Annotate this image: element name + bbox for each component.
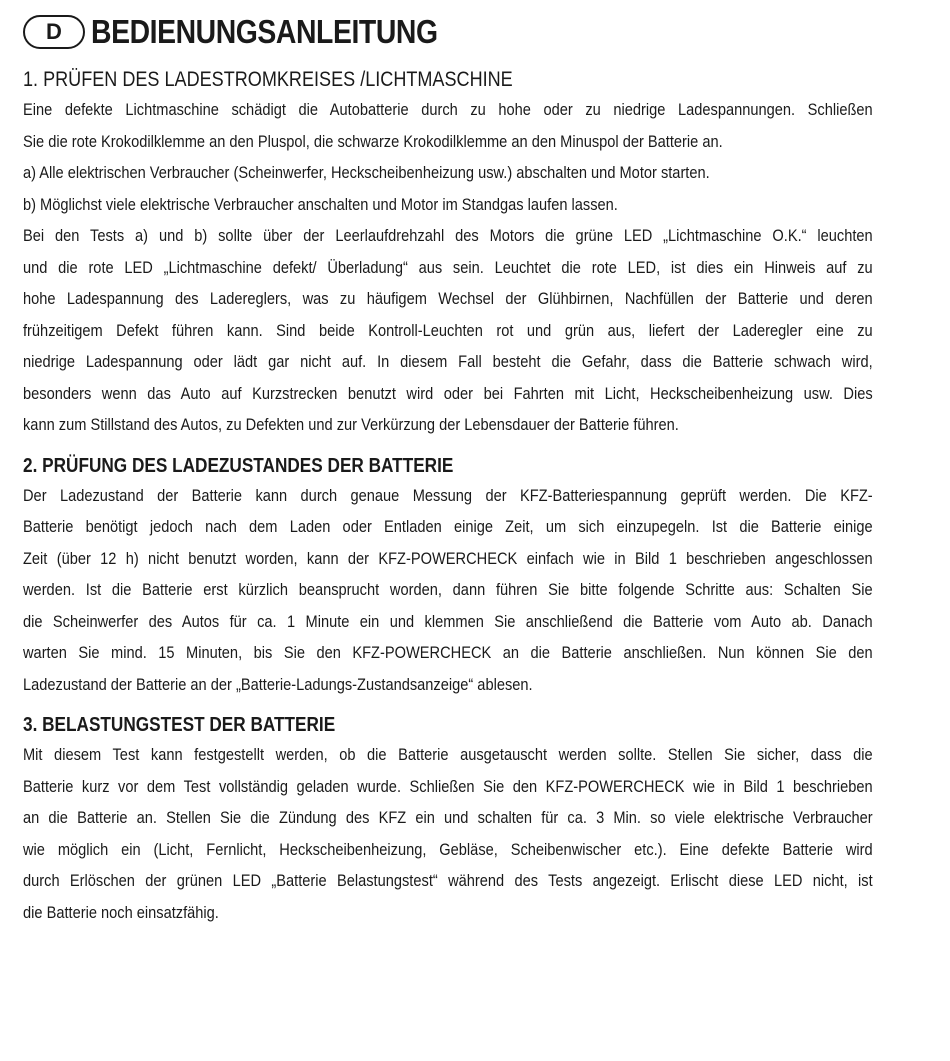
paragraph-line: warten Sie mind. 15 Minuten, bis Sie den KFZ-POWERCHECK an die Batterie anschließen. Nun können Sie den xyxy=(23,643,873,662)
section-heading: 2. PRÜFUNG DES LADEZUSTANDES DER BATTERIE xyxy=(23,454,454,477)
section-heading: 1. PRÜFEN DES LADESTROMKREISES /LICHTMASCHINE xyxy=(23,68,513,91)
paragraph-line: Zeit (über 12 h) nicht benutzt worden, kann der KFZ-POWERCHECK einfach wie in Bild 1 beschrieben angeschlossen xyxy=(23,548,873,568)
manual-page xyxy=(23,6,873,928)
paragraph-line: b) Möglichst viele elektrische Verbraucher anschalten und Motor im Standgas laufen lassen. xyxy=(23,194,618,214)
page-title: BEDIENUNGSANLEITUNG xyxy=(91,13,438,50)
paragraph-line: Ladezustand der Batterie an der „Batterie-Ladungs-Zustandsanzeige“ ablesen. xyxy=(23,674,533,694)
paragraph-line: die Scheinwerfer des Autos für ca. 1 Minute ein und klemmen Sie anschließend die Batterie vom Auto ab. Danach xyxy=(23,611,873,631)
paragraph-line: a) Alle elektrischen Verbraucher (Scheinwerfer, Heckscheibenheizung usw.) abschalten und Motor starten. xyxy=(23,163,710,182)
paragraph-line: Eine defekte Lichtmaschine schädigt die Autobatterie durch zu hohe oder zu niedrige Ladespannungen. Schließen xyxy=(23,100,873,119)
paragraph-line: Bei den Tests a) und b) sollte über der Leerlaufdrehzahl des Motors die grüne LED „Lichtmaschine O.K.“ leuchten xyxy=(23,226,873,245)
paragraph-line: Batterie benötigt jedoch nach dem Laden oder Entladen einige Zeit, um sich einzupegeln. Ist die Batterie einige xyxy=(23,517,873,536)
paragraph-line: wie möglich ein (Licht, Fernlicht, Heckscheibenheizung, Gebläse, Scheibenwischer etc.). Eine defekte Batterie wird xyxy=(23,839,873,859)
paragraph-line: Sie die rote Krokodilklemme an den Pluspol, die schwarze Krokodilklemme an den Minuspol der Batterie an. xyxy=(23,131,723,151)
paragraph-line: und die rote LED „Lichtmaschine defekt/ Überladung“ aus sein. Leuchtet die rote LED, ist dies ein Hinweis auf zu xyxy=(23,257,873,277)
paragraph-line: niedrige Ladespannung oder lädt gar nicht auf. In diesem Fall besteht die Gefahr, dass die Batterie schwach wird, xyxy=(23,352,873,371)
paragraph-line: werden. Ist die Batterie erst kürzlich beansprucht worden, dann führen Sie bitte folgende Schritte aus: Schalten Sie xyxy=(23,580,873,599)
section-alternator-check xyxy=(23,66,873,441)
language-badge: D xyxy=(23,15,85,49)
paragraph-line: frühzeitigem Defekt führen kann. Sind beide Kontroll-Leuchten rot und grün aus, liefert der Laderegler eine zu xyxy=(23,320,873,340)
paragraph-line: die Batterie noch einsatzfähig. xyxy=(23,902,219,922)
section-load-test xyxy=(23,711,873,928)
paragraph-line: Der Ladezustand der Batterie kann durch genaue Messung der KFZ-Batteriespannung geprüft werden. Die KFZ- xyxy=(23,485,873,505)
section-charge-state xyxy=(23,452,873,701)
section-heading: 3. BELASTUNGSTEST DER BATTERIE xyxy=(23,714,336,736)
paragraph-line: Mit diesem Test kann festgestellt werden, ob die Batterie ausgetauscht werden sollte. Stellen Sie sicher, dass die xyxy=(23,745,873,764)
paragraph-line: Batterie kurz vor dem Test vollständig geladen wurde. Schließen Sie den KFZ-POWERCHECK wie in Bild 1 beschrieben xyxy=(23,776,873,796)
paragraph-line: kann zum Stillstand des Autos, zu Defekten und zur Verkürzung der Lebensdauer der Batterie führen. xyxy=(23,415,679,434)
paragraph-line: an die Batterie an. Stellen Sie die Zündung des KFZ ein und schalten für ca. 3 Min. so viele elektrische Verbraucher xyxy=(23,808,873,827)
paragraph-line: besonders wenn das Auto auf Kurzstrecken benutzt wird oder bei Fahrten mit Licht, Heckscheibenheizung usw. Dies xyxy=(23,383,873,403)
paragraph-line: durch Erlöschen der grünen LED „Batterie Belastungstest“ während des Tests angezeigt. Erlischt diese LED nicht, ist xyxy=(23,871,873,890)
paragraph-line: hohe Ladespannung des Ladereglers, was zu häufigem Wechsel der Glühbirnen, Nachfüllen der Batterie und deren xyxy=(23,289,873,308)
title-row xyxy=(23,6,873,58)
